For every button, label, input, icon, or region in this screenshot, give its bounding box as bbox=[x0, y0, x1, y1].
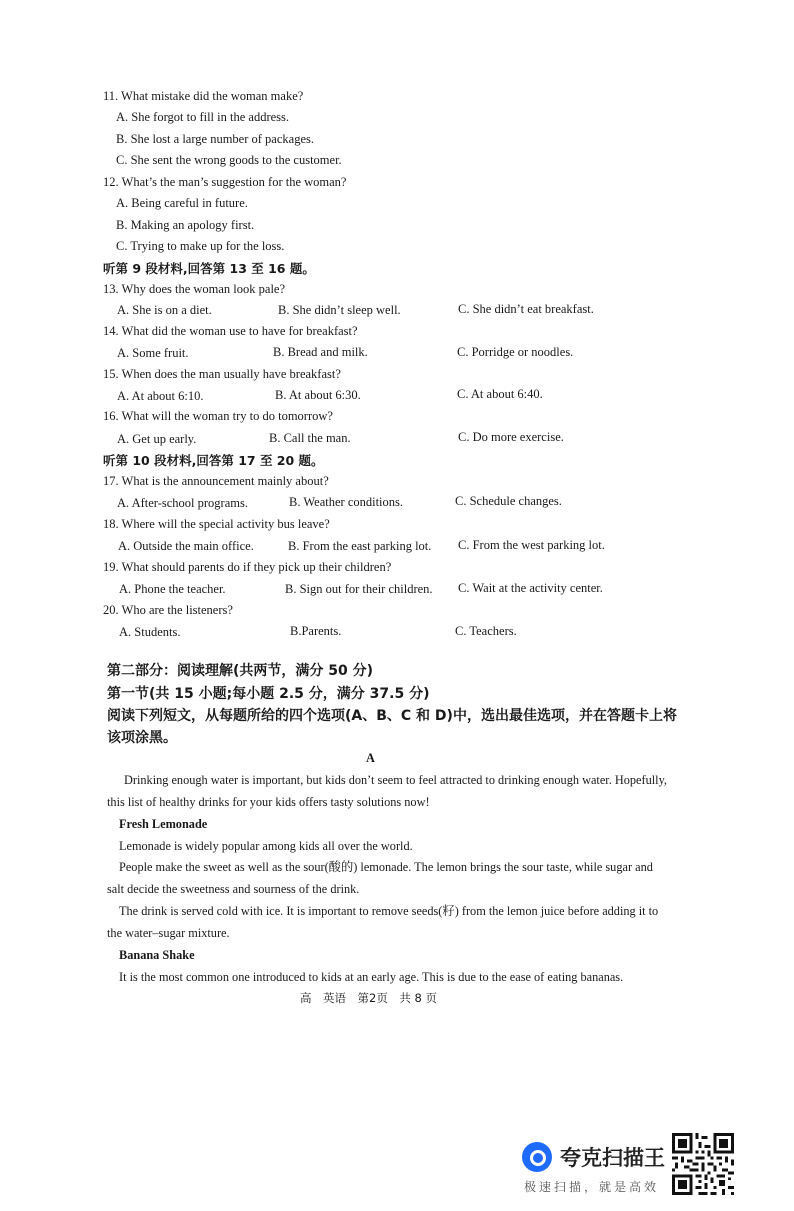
question-11: 11. What mistake did the woman make? bbox=[103, 89, 304, 103]
section-10-heading: 听第 10 段材料,回答第 17 至 20 题。 bbox=[103, 453, 324, 468]
option-16c: C. Do more exercise. bbox=[458, 430, 564, 444]
lemonade-line-3a: The drink is served cold with ice. It is important to remove seeds(籽) from the lemon juice before adding it to bbox=[119, 904, 659, 918]
question-19: 19. What should parents do if they pick up their children? bbox=[103, 560, 392, 574]
heading-fresh-lemonade: Fresh Lemonade bbox=[119, 817, 208, 831]
option-13a: A. She is on a diet. bbox=[117, 303, 212, 317]
banana-line-1: It is the most common one introduced to kids at an early age. This is due to the ease of eating bananas. bbox=[119, 970, 624, 984]
passage-intro-line-2: this list of healthy drinks for your kids offers tasty solutions now! bbox=[107, 795, 430, 809]
option-15c: C. At about 6:40. bbox=[457, 387, 543, 401]
option-13b: B. She didn’t sleep well. bbox=[278, 303, 401, 317]
option-20b: B.Parents. bbox=[290, 624, 342, 638]
lemonade-line-1: Lemonade is widely popular among kids all over the world. bbox=[119, 839, 413, 853]
option-19a: A. Phone the teacher. bbox=[119, 582, 226, 596]
option-17b: B. Weather conditions. bbox=[289, 495, 404, 509]
scanner-watermark bbox=[522, 1138, 672, 1198]
option-12c: C. Trying to make up for the loss. bbox=[116, 239, 285, 253]
question-15: 15. When does the man usually have breakfast? bbox=[103, 367, 341, 381]
option-20c: C. Teachers. bbox=[455, 624, 517, 638]
option-18b: B. From the east parking lot. bbox=[288, 539, 432, 553]
question-14: 14. What did the woman use to have for breakfast? bbox=[103, 324, 358, 338]
question-12: 12. What’s the man’s suggestion for the woman? bbox=[103, 175, 347, 189]
option-11a: A. She forgot to fill in the address. bbox=[116, 110, 290, 124]
lemonade-line-2a: People make the sweet as well as the sour(酸的) lemonade. The lemon brings the sour taste, while sugar and bbox=[119, 860, 653, 874]
option-14a: A. Some fruit. bbox=[117, 346, 189, 360]
option-20a: A. Students. bbox=[119, 625, 181, 639]
option-15a: A. At about 6:10. bbox=[117, 389, 204, 403]
option-12a: A. Being careful in future. bbox=[116, 196, 248, 210]
question-13: 13. Why does the woman look pale? bbox=[103, 282, 286, 296]
quark-logo-icon bbox=[522, 1142, 552, 1172]
passage-intro-line-1: Drinking enough water is important, but kids don’t seem to feel attracted to drinking enough water. Hopefully, bbox=[124, 773, 667, 787]
option-11b: B. She lost a large number of packages. bbox=[116, 132, 314, 146]
watermark-brand-name: 夸克扫描王 bbox=[560, 1146, 665, 1170]
option-18a: A. Outside the main office. bbox=[118, 539, 254, 553]
question-18: 18. Where will the special activity bus leave? bbox=[103, 517, 330, 531]
option-14b: B. Bread and milk. bbox=[273, 345, 368, 359]
option-19c: C. Wait at the activity center. bbox=[458, 581, 603, 595]
watermark-slogan: 极速扫描，就是高效 bbox=[524, 1180, 660, 1194]
page-footer: 高 英语 第2页 共 8 页 bbox=[300, 991, 437, 1005]
lemonade-line-3b: the water–sugar mixture. bbox=[107, 926, 230, 940]
option-16a: A. Get up early. bbox=[117, 432, 197, 446]
option-15b: B. At about 6:30. bbox=[275, 388, 361, 402]
section-one-title: 第一节(共 15 小题;每小题 2.5 分，满分 37.5 分) bbox=[107, 686, 430, 702]
reading-instruction-line-2: 该项涂黑。 bbox=[107, 730, 177, 746]
option-12b: B. Making an apology first. bbox=[116, 218, 255, 232]
reading-instruction-line-1: 阅读下列短文，从每题所给的四个选项(A、B、C 和 D)中，选出最佳选项，并在答题卡上将 bbox=[107, 708, 677, 724]
option-16b: B. Call the man. bbox=[269, 431, 351, 445]
heading-banana-shake: Banana Shake bbox=[119, 948, 195, 962]
option-14c: C. Porridge or noodles. bbox=[457, 345, 574, 359]
part-two-title: 第二部分：阅读理解(共两节，满分 50 分) bbox=[107, 663, 374, 679]
option-17c: C. Schedule changes. bbox=[455, 494, 562, 508]
option-19b: B. Sign out for their children. bbox=[285, 582, 433, 596]
option-13c: C. She didn’t eat breakfast. bbox=[458, 302, 594, 316]
section-9-heading: 听第 9 段材料,回答第 13 至 16 题。 bbox=[103, 261, 315, 276]
passage-label: A bbox=[366, 751, 375, 765]
question-20: 20. Who are the listeners? bbox=[103, 603, 233, 617]
option-17a: A. After-school programs. bbox=[117, 496, 248, 510]
lemonade-line-2b: salt decide the sweetness and sourness of the drink. bbox=[107, 882, 360, 896]
question-17: 17. What is the announcement mainly about? bbox=[103, 474, 329, 488]
question-16: 16. What will the woman try to do tomorrow? bbox=[103, 409, 333, 423]
option-18c: C. From the west parking lot. bbox=[458, 538, 605, 552]
qr-code-icon bbox=[672, 1133, 734, 1195]
option-11c: C. She sent the wrong goods to the customer. bbox=[116, 153, 342, 167]
